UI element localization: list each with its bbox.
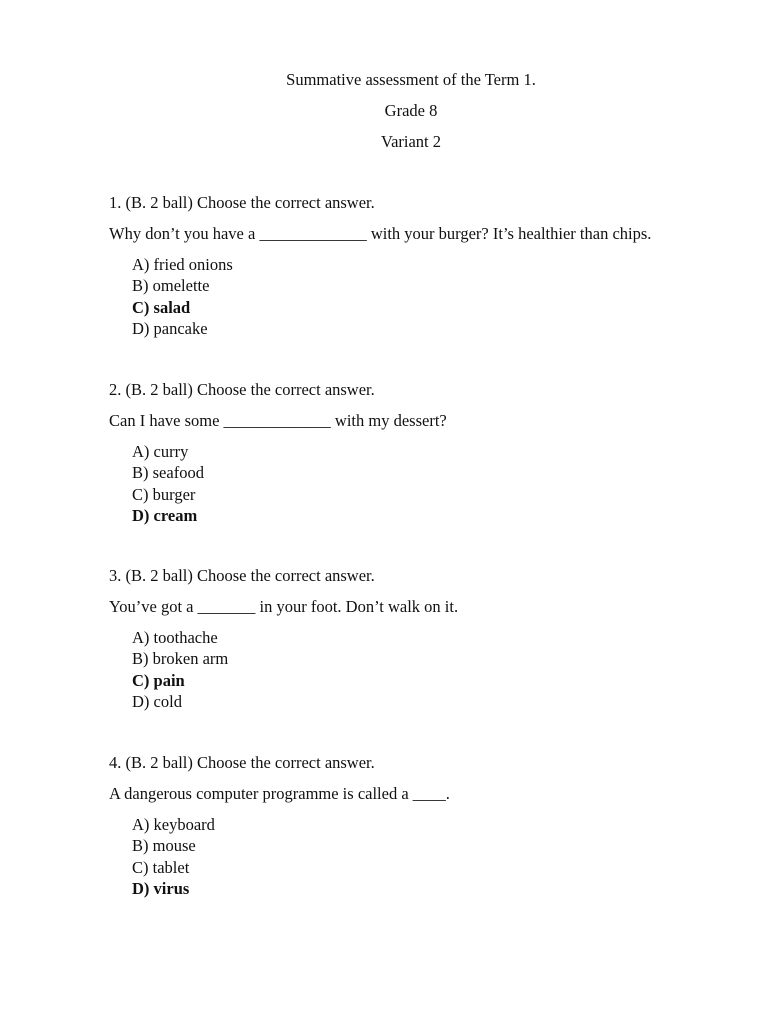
variant-label: Variant 2	[380, 132, 442, 151]
question-title: 4. (B. 2 ball) Choose the correct answer.	[109, 753, 375, 772]
question-text: Can I have some _____________ with my dessert?	[109, 411, 447, 430]
question-4	[109, 753, 749, 899]
answer-options	[132, 814, 749, 899]
option-b: B) seafood	[132, 463, 204, 483]
grade-label: Grade 8	[384, 101, 438, 120]
question-3	[109, 566, 749, 712]
answer-options	[132, 254, 749, 339]
answer-options	[132, 627, 749, 712]
option-a: A) fried onions	[132, 255, 233, 274]
document-title: Summative assessment of the Term 1.	[286, 70, 536, 89]
answer-options	[132, 441, 749, 526]
option-a: A) curry	[132, 442, 189, 461]
option-d-correct: D) virus	[132, 878, 190, 898]
option-c: C) burger	[132, 484, 196, 504]
option-a: A) toothache	[132, 628, 218, 647]
question-text: Why don’t you have a _____________ with your burger? It’s healthier than chips.	[109, 224, 652, 243]
option-b: B) omelette	[132, 276, 210, 296]
option-c-correct: C) salad	[132, 297, 191, 317]
option-b: B) broken arm	[132, 649, 229, 669]
question-title: 3. (B. 2 ball) Choose the correct answer.	[109, 566, 375, 585]
option-a: A) keyboard	[132, 815, 215, 834]
question-text: You’ve got a _______ in your foot. Don’t walk on it.	[109, 597, 459, 616]
question-title: 2. (B. 2 ball) Choose the correct answer.	[109, 380, 375, 399]
option-d: D) cold	[132, 691, 182, 711]
option-d-correct: D) cream	[132, 505, 198, 525]
document-header	[0, 70, 768, 163]
question-title: 1. (B. 2 ball) Choose the correct answer.	[109, 193, 375, 212]
option-c: C) tablet	[132, 857, 190, 877]
question-text: A dangerous computer programme is called a ____.	[109, 784, 450, 803]
option-c-correct: C) pain	[132, 670, 185, 690]
question-1	[109, 193, 749, 339]
question-2	[109, 380, 749, 526]
option-d: D) pancake	[132, 318, 208, 338]
option-b: B) mouse	[132, 836, 196, 856]
